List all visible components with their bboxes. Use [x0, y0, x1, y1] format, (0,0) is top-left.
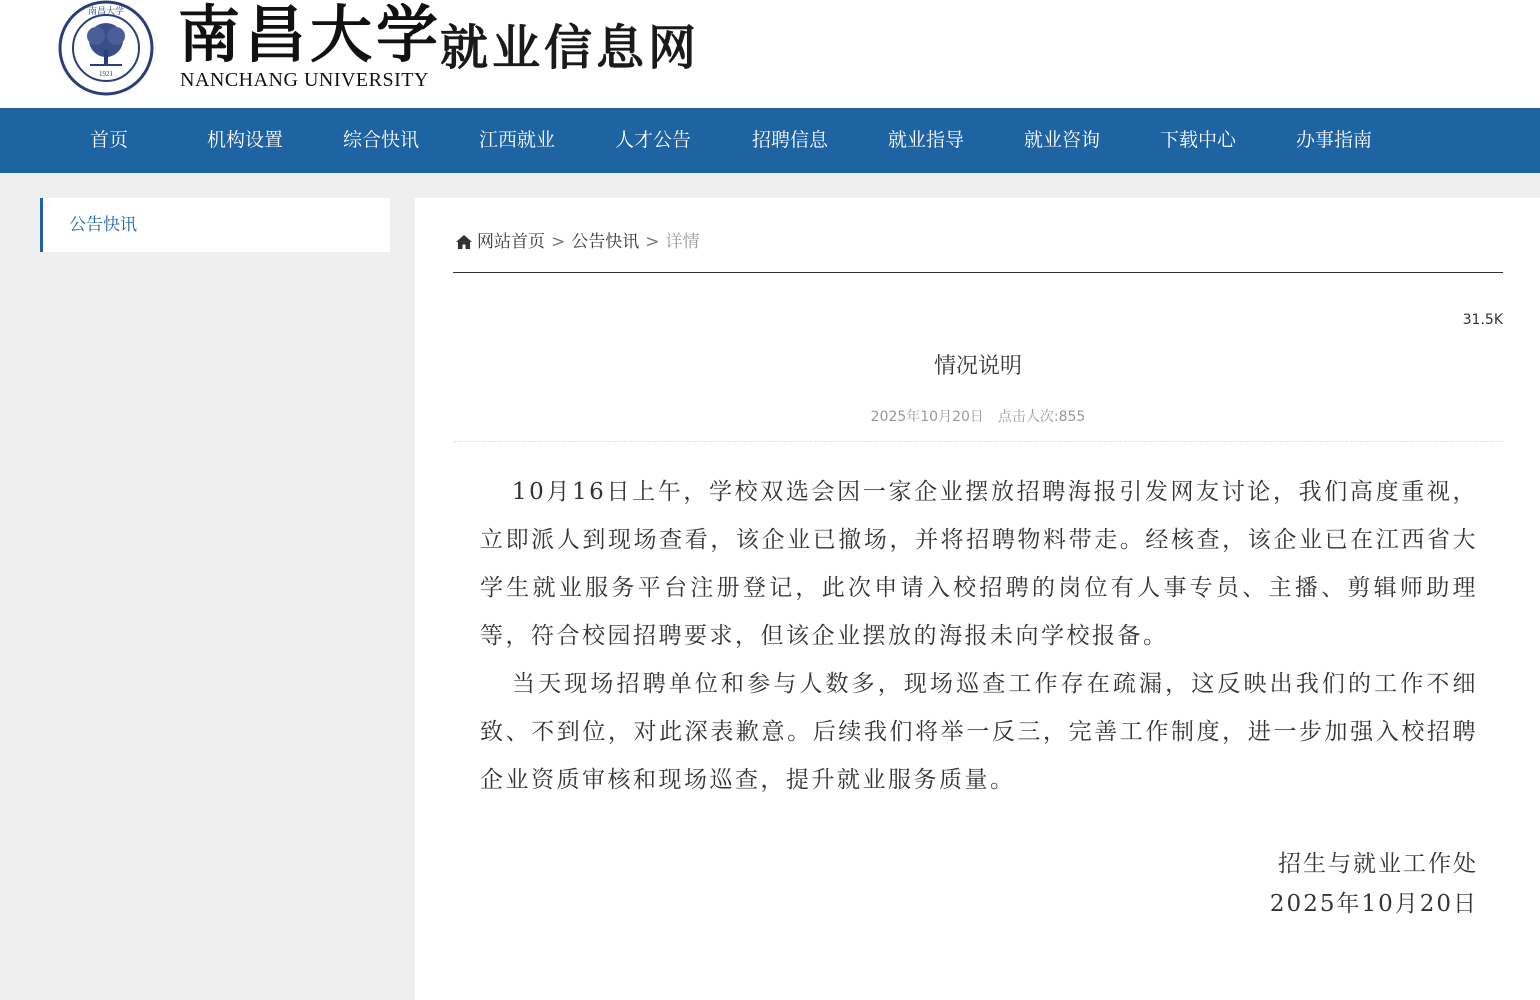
- nav-item-jiangxi-employment[interactable]: 江西就业: [478, 129, 555, 151]
- nav-item-downloads[interactable]: 下载中心: [1159, 129, 1236, 151]
- breadcrumb-section-link[interactable]: 公告快讯: [571, 232, 640, 252]
- nav-item-home[interactable]: 首页: [89, 129, 128, 151]
- signature-date: 2025年10月20日: [1269, 891, 1478, 917]
- main-nav: [0, 108, 1540, 173]
- article-date: 2025年10月20日: [870, 409, 984, 425]
- sidebar-item-label: 公告快讯: [69, 215, 137, 235]
- breadcrumb-home-link[interactable]: 网站首页: [477, 232, 545, 252]
- article-views: 点击人次:855: [997, 409, 1086, 425]
- breadcrumb-current: 详情: [665, 232, 700, 252]
- nav-item-organization[interactable]: 机构设置: [206, 129, 283, 151]
- article-meta: [453, 406, 1503, 428]
- article-paragraph: 当天现场招聘单位和参与人数多，现场巡查工作存在疏漏，这反映出我们的工作不细致、不到位，对此深表歉意。后续我们将举一反三，完善工作制度，进一步加强入校招聘企业资质审核和现场巡查，提升就业服务质量。: [480, 671, 1478, 793]
- university-logo-english[interactable]: NANCHANG UNIVERSITY: [180, 69, 429, 91]
- breadcrumb-separator: >: [551, 232, 566, 252]
- breadcrumb: [455, 228, 700, 256]
- site-title[interactable]: 就业信息网: [440, 20, 701, 76]
- article-signature: [1270, 844, 1478, 924]
- meta-divider: [453, 441, 1503, 442]
- nav-item-consulting[interactable]: 就业咨询: [1023, 129, 1100, 151]
- university-emblem-icon[interactable]: [58, 0, 154, 96]
- svg-text:1921: 1921: [99, 70, 113, 78]
- nav-item-recruitment[interactable]: 招聘信息: [751, 129, 828, 151]
- site-header: [0, 0, 1540, 108]
- breadcrumb-separator: >: [645, 232, 660, 252]
- home-icon: [455, 233, 473, 251]
- file-size-label: 31.5K: [1462, 312, 1503, 328]
- article-panel: [415, 198, 1540, 1000]
- svg-text:南昌大学: 南昌大学: [87, 7, 125, 17]
- nav-item-guidance[interactable]: 就业指导: [887, 129, 964, 151]
- nav-item-guide[interactable]: 办事指南: [1295, 129, 1372, 151]
- breadcrumb-divider: [453, 272, 1503, 273]
- nav-item-talent-notices[interactable]: 人才公告: [614, 129, 691, 151]
- signature-department: 招生与就业工作处: [1278, 851, 1478, 877]
- article-title: 情况说明: [933, 354, 1022, 379]
- sidebar-item-announcements[interactable]: [40, 198, 390, 252]
- nav-item-news[interactable]: 综合快讯: [342, 129, 419, 151]
- article-paragraph: 10月16日上午，学校双选会因一家企业摆放招聘海报引发网友讨论，我们高度重视，立即派人到现场查看，该企业已撤场，并将招聘物料带走。经核查，该企业已在江西省大学生就业服务平台注册登记，此次申请入校招聘的岗位有人事专员、主播、剪辑师助理等，符合校园招聘要求，但该企业摆放的海报未向学校报备。: [480, 479, 1478, 649]
- university-logo-text[interactable]: 南昌大学: [178, 0, 443, 71]
- article-body: [480, 468, 1478, 804]
